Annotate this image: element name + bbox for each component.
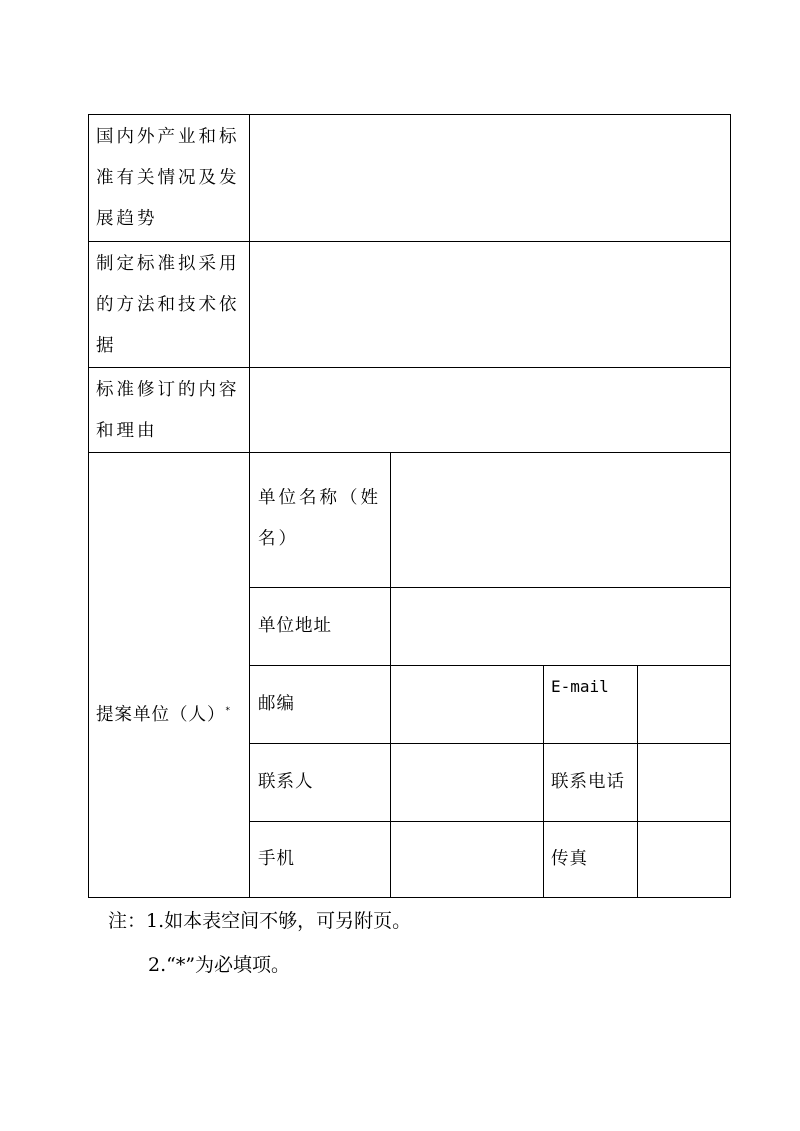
email-label: E-mail	[551, 677, 609, 696]
required-mark: *	[225, 706, 231, 717]
industry-trends-label: 国内外产业和标 准有关情况及发 展趋势	[96, 127, 240, 229]
unit-name-value-cell[interactable]	[390, 452, 731, 588]
phone-label: 联系电话	[551, 772, 625, 792]
unit-address-label: 单位地址	[258, 616, 332, 636]
postcode-value-cell[interactable]	[390, 665, 544, 744]
fax-label: 传真	[551, 849, 588, 869]
contact-label: 联系人	[258, 772, 314, 792]
proposer-label	[96, 654, 231, 736]
note-line-1: 注：1.如本表空间不够，可另附页。	[108, 910, 412, 932]
mobile-value-cell[interactable]	[390, 821, 544, 898]
note-line-2: 2.“*”为必填项。	[148, 954, 291, 976]
revision-value-cell[interactable]	[249, 367, 731, 453]
fax-value-cell[interactable]	[637, 821, 731, 898]
mobile-label: 手机	[258, 849, 295, 869]
postcode-label: 邮编	[258, 694, 295, 714]
unit-address-value-cell[interactable]	[390, 587, 731, 666]
email-value-cell[interactable]	[637, 665, 731, 744]
methods-value-cell[interactable]	[249, 241, 731, 368]
contact-value-cell[interactable]	[390, 743, 544, 822]
proposer-label-text: 提案单位（人）	[96, 705, 226, 725]
revision-label: 标准修订的内容 和理由	[96, 380, 240, 441]
phone-value-cell[interactable]	[637, 743, 731, 822]
methods-label: 制定标准拟采用 的方法和技术依 据	[96, 254, 240, 356]
unit-name-label: 单位名称（姓 名）	[258, 488, 381, 549]
industry-trends-value-cell[interactable]	[249, 114, 731, 242]
